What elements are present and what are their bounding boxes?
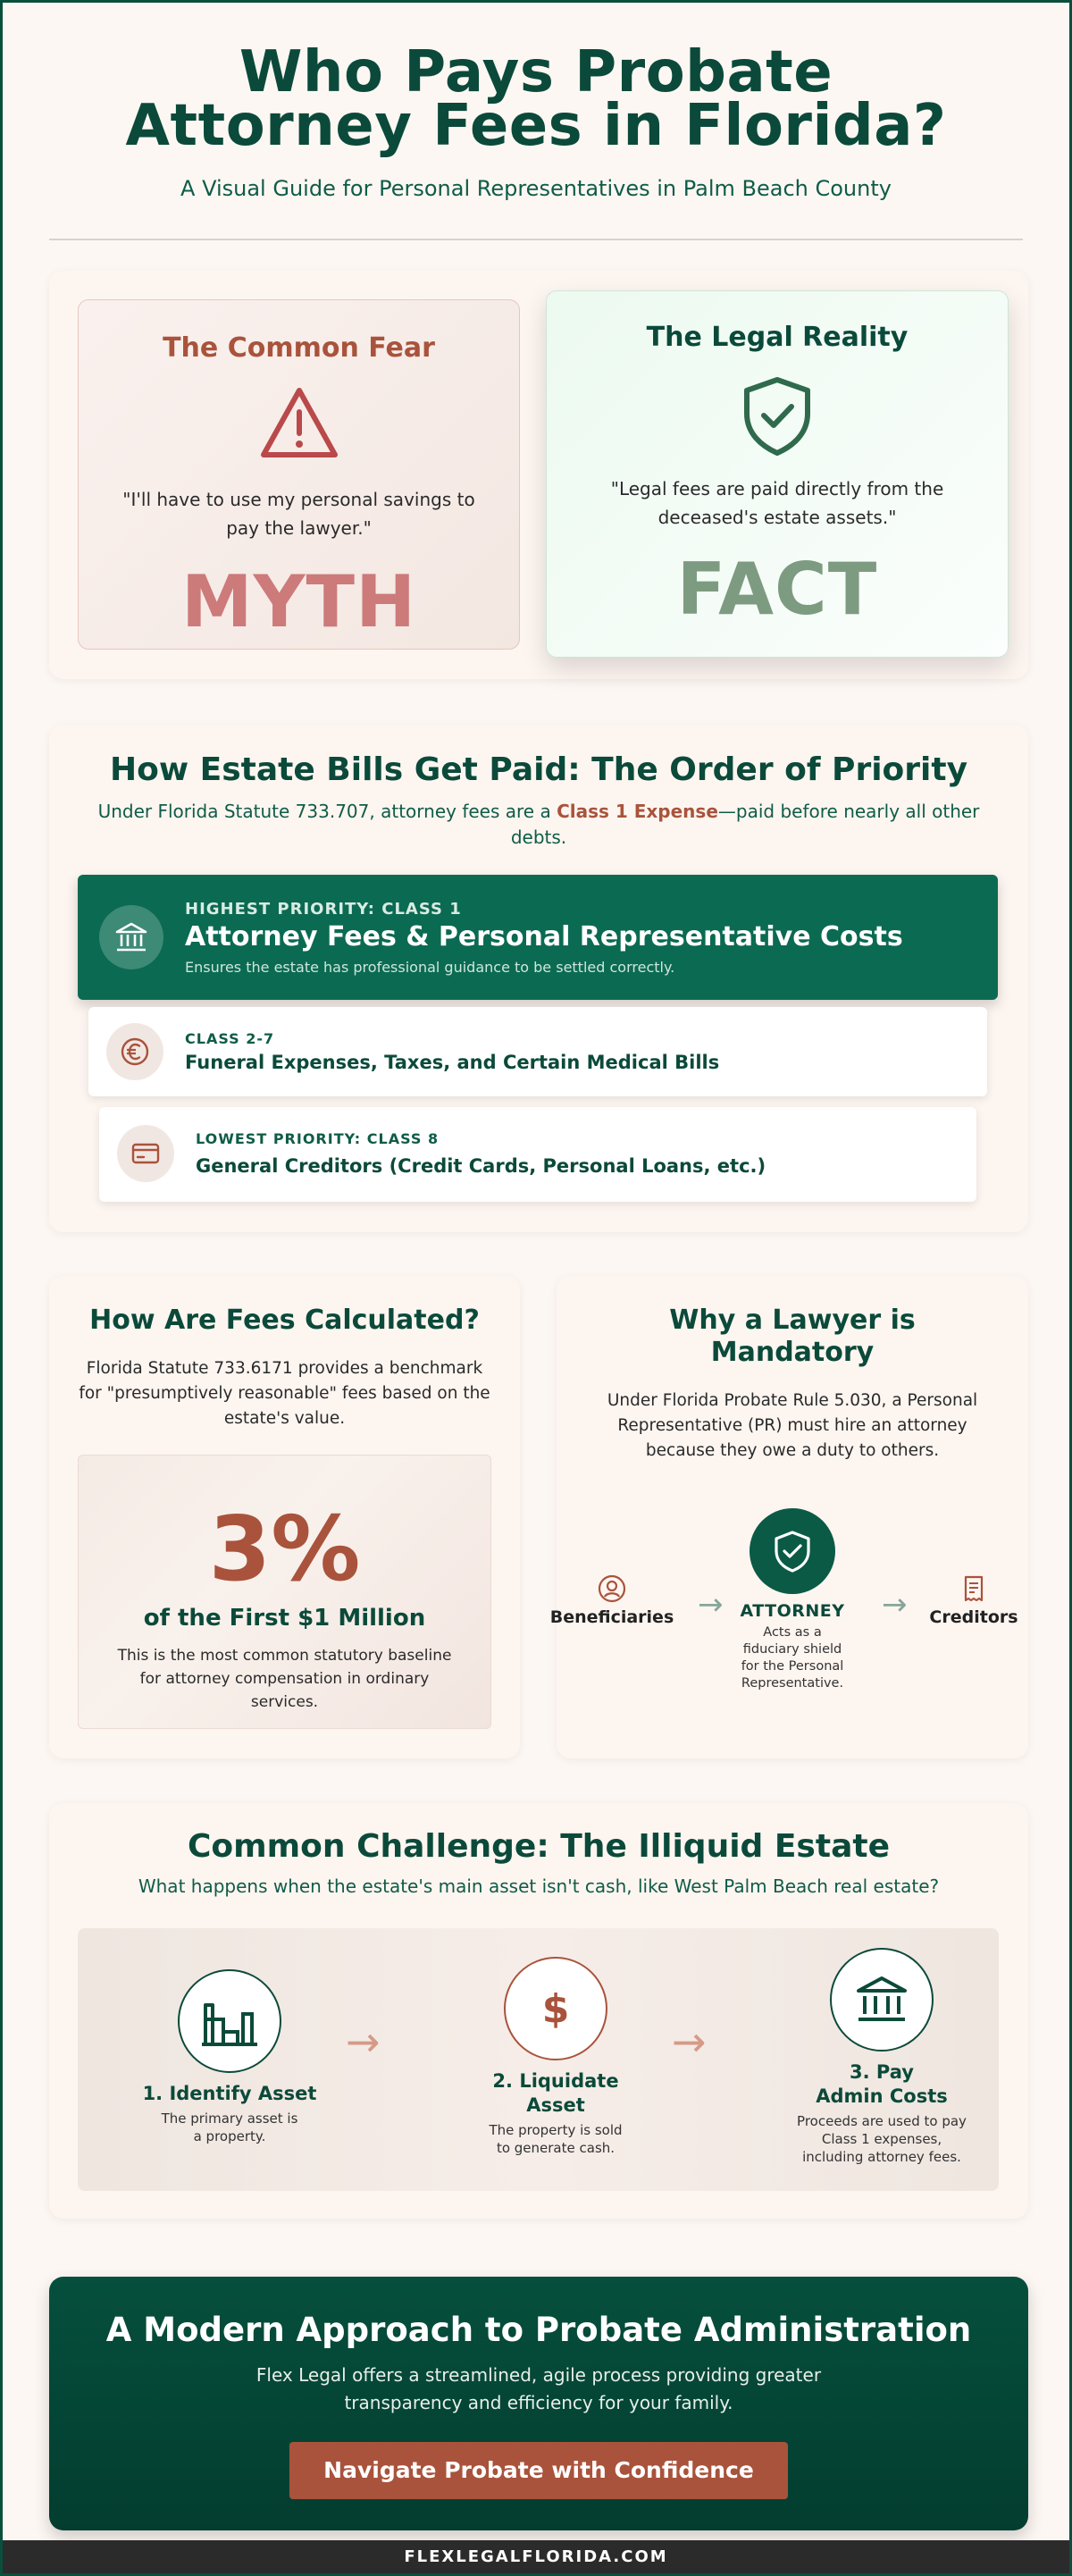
fee-percentage: 3% <box>208 1497 361 1601</box>
beneficiaries-label: Beneficiaries <box>549 1607 674 1627</box>
tier-eyebrow: CLASS 2-7 <box>185 1030 275 1047</box>
header-divider <box>49 239 1023 240</box>
illiquid-estate-section <box>49 1803 1028 2219</box>
priority-tier-class8 <box>99 1107 976 1202</box>
lawyer-description: Under Florida Probate Rule 5.030, a Personal Representative (PR) must hire an attorney because they owe a duty to others. <box>607 1391 978 1460</box>
priority-section <box>49 725 1028 1232</box>
illiquid-description: What happens when the estate's main asset isn't cash, like West Palm Beach real estate? <box>138 1875 940 1897</box>
creditors-label: Creditors <box>929 1607 1018 1627</box>
warning-triangle-icon <box>256 383 342 464</box>
arrow-right-icon: → <box>882 1587 908 1623</box>
priority-tier-class1 <box>78 875 998 1000</box>
beneficiaries-node <box>549 1573 674 1627</box>
priority-description: Under Florida Statute 733.707, attorney fees are a Class 1 Expense—paid before nearly all other debts. <box>97 801 980 848</box>
page-subtitle: A Visual Guide for Personal Representatives in Palm Beach County <box>180 176 892 201</box>
step-description: Proceeds are used to pay Class 1 expenses, including attorney fees. <box>797 2113 967 2165</box>
fee-percentage-box <box>78 1455 491 1729</box>
myth-card <box>78 299 520 650</box>
creditors-node <box>923 1573 1025 1627</box>
receipt-icon <box>923 1573 1025 1607</box>
shield-check-icon <box>734 373 820 453</box>
footer-url[interactable]: FLEXLEGALFLORIDA.COM <box>3 2540 1069 2573</box>
navigate-probate-button[interactable]: Navigate Probate with Confidence <box>289 2442 788 2499</box>
credit-card-icon <box>117 1125 174 1182</box>
tier-name: Attorney Fees & Personal Representative Costs <box>185 921 903 952</box>
attorney-shield-icon <box>750 1508 835 1594</box>
attorney-description: Acts as a fiduciary shield for the Personal Representative. <box>741 1625 844 1691</box>
step-title: 2. Liquidate Asset <box>492 2070 619 2116</box>
fee-percentage-label: of the First $1 Million <box>143 1605 426 1632</box>
step-description: The primary asset is a property. <box>161 2110 298 2144</box>
page-title: Who Pays Probate Attorney Fees in Florida? <box>125 39 947 159</box>
arrow-right-icon: → <box>698 1587 724 1623</box>
tier-eyebrow: HIGHEST PRIORITY: CLASS 1 <box>185 900 462 919</box>
class1-highlight: Class 1 Expense <box>557 801 718 822</box>
bank-icon <box>830 1948 934 2052</box>
arrow-right-icon: → <box>346 2018 381 2066</box>
fees-title: How Are Fees Calculated? <box>89 1305 480 1336</box>
lawyer-section <box>549 1276 1028 1758</box>
person-icon <box>549 1573 674 1607</box>
step-title: 1. Identify Asset <box>142 2083 317 2104</box>
priority-title: How Estate Bills Get Paid: The Order of Priority <box>109 751 968 788</box>
fact-heading: The Legal Reality <box>646 322 909 353</box>
illiquid-title: Common Challenge: The Illiquid Estate <box>188 1828 890 1865</box>
myth-quote: "I'll have to use my personal savings to pay the lawyer." <box>122 489 475 539</box>
tier-description: Ensures the estate has professional guidance to be settled correctly. <box>185 959 675 976</box>
cta-title: A Modern Approach to Probate Administration <box>105 2311 972 2349</box>
step-title: 3. Pay Admin Costs <box>816 2061 948 2107</box>
myth-fact-section <box>49 271 1028 679</box>
fee-percentage-note: This is the most common statutory baseline for attorney compensation in ordinary services. <box>117 1647 452 1711</box>
step-liquidate-asset <box>466 1957 645 2157</box>
header <box>3 3 1069 240</box>
myth-heading: The Common Fear <box>163 332 435 364</box>
priority-tier-class2-7 <box>88 1007 987 1096</box>
myth-label: MYTH <box>180 560 417 643</box>
attorney-label: ATTORNEY <box>740 1601 845 1621</box>
infographic-page <box>3 3 1069 2573</box>
attorney-node <box>739 1508 846 1692</box>
cta-description: Flex Legal offers a streamlined, agile process providing greater transparency and efficiency for your family. <box>255 2364 822 2413</box>
euro-coin-icon <box>106 1023 163 1080</box>
step-description: The property is sold to generate cash. <box>489 2122 623 2156</box>
step-identify-asset <box>140 1969 319 2145</box>
tier-name: Funeral Expenses, Taxes, and Certain Medical Bills <box>185 1052 720 1073</box>
arrow-right-icon: → <box>672 2018 707 2066</box>
fact-quote: "Legal fees are paid directly from the deceased's estate assets." <box>610 478 944 528</box>
fact-card <box>546 290 1009 658</box>
illiquid-steps <box>78 1928 999 2191</box>
courthouse-icon <box>99 905 163 969</box>
dollar-icon: $ <box>504 1957 607 2060</box>
fees-section <box>49 1276 520 1758</box>
lawyer-title: Why a Lawyer is Mandatory <box>669 1305 916 1368</box>
fees-description: Florida Statute 733.6171 provides a benchmark for "presumptively reasonable" fees based on the estate's value. <box>79 1359 490 1428</box>
property-icon <box>178 1969 281 2073</box>
tier-name: General Creditors (Credit Cards, Personal Loans, etc.) <box>196 1155 766 1177</box>
step-pay-admin-costs <box>792 1948 971 2166</box>
tier-eyebrow: LOWEST PRIORITY: CLASS 8 <box>196 1130 440 1147</box>
fact-label: FACT <box>676 548 878 631</box>
cta-section <box>49 2277 1028 2530</box>
